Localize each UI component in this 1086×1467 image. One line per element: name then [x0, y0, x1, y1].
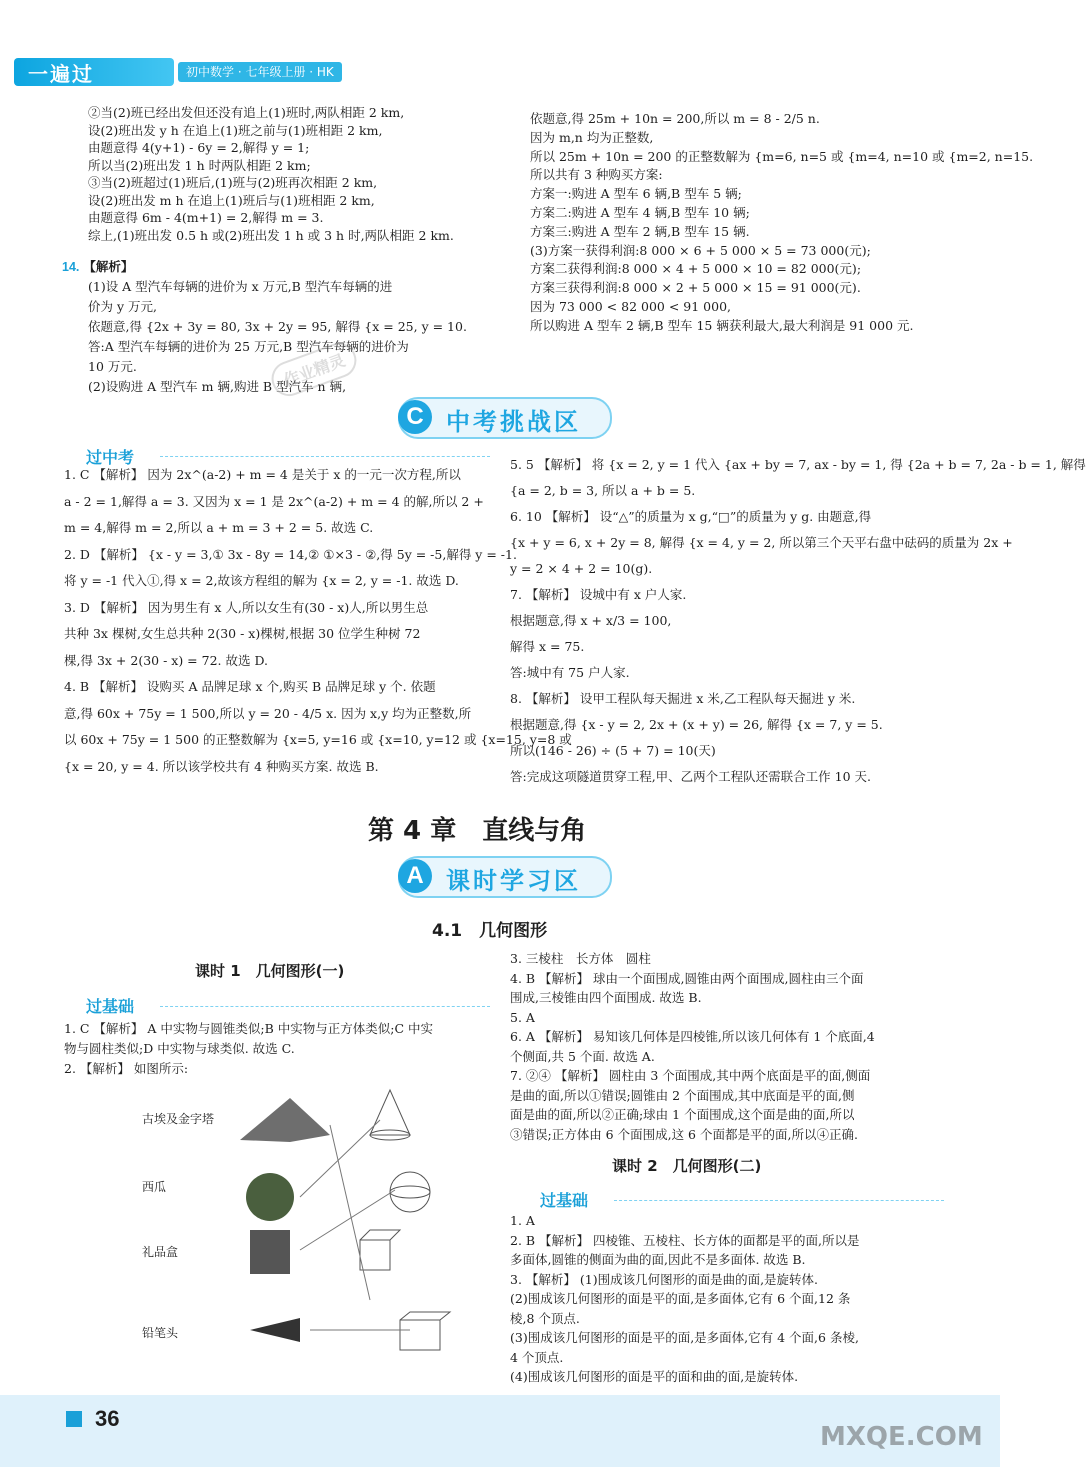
- pyramid-photo: [240, 1098, 330, 1142]
- answer-line: y = 2 × 4 + 2 = 10(g).: [510, 561, 653, 576]
- answer-line: 7. ②④ 【解析】 圆柱由 3 个面围成,其中两个底面是平的面,侧面: [510, 1068, 871, 1083]
- answer-line: {x + y = 6, x + 2y = 8, 解得 {x = 4, y = 2, 所以第三个天平右盘中砝码的质量为 2x +: [510, 535, 1013, 550]
- page-number: 36: [95, 1406, 120, 1431]
- text-line: 价为 y 万元,: [88, 299, 157, 314]
- chapter-title: 第 4 章 直线与角: [368, 816, 587, 846]
- text-line: 由题意得 4(y+1) - 6y = 2,解得 y = 1;: [88, 140, 310, 155]
- answer-line: m = 4,解得 m = 2,所以 a + m = 3 + 2 = 5. 故选 C.: [64, 520, 374, 535]
- answer-line: 以 60x + 75y = 1 500 的正整数解为 {x=5, y=16 或 {x=10, y=12 或 {x=15, y=8 或: [64, 732, 572, 747]
- figure-label-pyramid: 古埃及金字塔: [142, 1112, 215, 1126]
- figure-label-giftbox: 礼品盒: [142, 1245, 179, 1259]
- answer-line: 6. A 【解析】 易知该几何体是四棱锥,所以该几何体有 1 个底面,4: [510, 1029, 875, 1044]
- answer-line: 3. 【解析】 (1)围成该几何图形的面是曲的面,是旋转体.: [510, 1271, 819, 1287]
- matching-figure: [230, 1080, 460, 1370]
- watermelon-photo: [246, 1173, 294, 1221]
- rule-jichu-2: [614, 1200, 944, 1201]
- answer-line: 7. 【解析】 设城中有 x 户人家.: [510, 587, 687, 602]
- banner-a-letter: A: [398, 859, 432, 893]
- answer-line: 3. 三棱柱 长方体 圆柱: [510, 951, 651, 966]
- answer-line: 8. 【解析】 设甲工程队每天掘进 x 米,乙工程队每天掘进 y 米.: [510, 691, 856, 706]
- answer-line: 5. 5 【解析】 将 {x = 2, y = 1 代入 {ax + by = 7, ax - by = 1, 得 {2a + b = 7, 2a - b = 1, 解得: [510, 457, 1086, 472]
- text-line: ②当(2)班已经出发但还没有追上(1)班时,两队相距 2 km,: [88, 105, 405, 120]
- lesson2-title: 课时 2 几何图形(二): [612, 1157, 762, 1175]
- answer-line: 2. 【解析】 如图所示:: [64, 1061, 189, 1076]
- page-marker: [66, 1411, 82, 1427]
- text-line: 答:A 型汽车每辆的进价为 25 万元,B 型汽车每辆的进价为: [88, 339, 409, 354]
- section-guo-zhongkao: 过中考: [86, 448, 135, 467]
- answer-line: 4. B 【解析】 设购买 A 品牌足球 x 个,购买 B 品牌足球 y 个. 依题: [64, 679, 436, 694]
- text-line: 综上,(1)班出发 0.5 h 或(2)班出发 1 h 或 3 h 时,两队相距 2 km.: [88, 227, 454, 243]
- answer-line: 棱,8 个顶点.: [510, 1310, 580, 1326]
- text-line: 设(2)班出发 y h 在追上(1)班之前与(1)班相距 2 km,: [88, 122, 383, 138]
- text-line: 因为 73 000 < 82 000 < 91 000,: [530, 299, 732, 314]
- answer-line: 围成,三棱锥由四个面围成. 故选 B.: [510, 990, 702, 1005]
- lesson1-title: 课时 1 几何图形(一): [195, 962, 345, 980]
- answer-line: 6. 10 【解析】 设“△”的质量为 x g,“□”的质量为 y g. 由题意,得: [510, 509, 872, 524]
- text-line: (3)方案一获得利润:8 000 × 6 + 5 000 × 5 = 73 000(元);: [530, 242, 871, 258]
- answer-line: 答:城中有 75 户人家.: [510, 665, 630, 680]
- answer-line: a - 2 = 1,解得 a = 3. 又因为 x = 1 是 2x^(a-2) + m = 4 的解,所以 2 +: [64, 493, 484, 509]
- answer-line: 物与圆柱类似;D 中实物与球类似. 故选 C.: [64, 1041, 295, 1056]
- banner-a-text: 课时学习区: [446, 867, 581, 895]
- text-line: 依题意,得 25m + 10n = 200,所以 m = 8 - 2/5 n.: [530, 111, 820, 126]
- text-line: 所以当(2)班出发 1 h 时两队相距 2 km;: [88, 157, 311, 173]
- answer-line: 1. A: [510, 1213, 535, 1228]
- section-guo-jichu: 过基础: [86, 997, 135, 1016]
- figure-label-watermelon: 西瓜: [142, 1180, 167, 1194]
- solid-cone: [370, 1090, 410, 1140]
- answer-line: 答:完成这项隧道贯穿工程,甲、乙两个工程队还需联合工作 10 天.: [510, 769, 872, 784]
- answer-line: 根据题意,得 x + x/3 = 100,: [510, 613, 672, 628]
- text-line: 方案三获得利润:8 000 × 2 + 5 000 × 15 = 91 000(元).: [530, 280, 861, 296]
- answer-line: (3)围成该几何图形的面是平的面,是多面体,它有 4 个面,6 条棱,: [510, 1330, 859, 1345]
- answer-line: 面是曲的面,所以②正确;球由 1 个面围成,这个面是曲的面,所以: [510, 1107, 855, 1122]
- giftbox-photo: [250, 1230, 290, 1274]
- stamp-watermark: 作业精灵: [267, 338, 362, 401]
- answer-line: 2. D 【解析】 {x - y = 3,① 3x - 8y = 14,② ①×3 - ②,得 5y = -5,解得 y = -1.: [64, 546, 517, 562]
- solid-cube: [360, 1230, 400, 1270]
- answer-line: 棵,得 3x + 2(30 - x) = 72. 故选 D.: [64, 652, 268, 668]
- answer-line: {x = 20, y = 4. 所以该学校共有 4 种购买方案. 故选 B.: [64, 758, 379, 774]
- pencil-photo: [250, 1318, 300, 1342]
- answer-line: 3. D 【解析】 因为男生有 x 人,所以女生有(30 - x)人,所以男生总: [64, 599, 429, 615]
- site-watermark: MXQE.COM: [820, 1422, 983, 1452]
- banner-c-letter: C: [398, 400, 432, 434]
- answer-line: 个侧面,共 5 个面. 故选 A.: [510, 1048, 655, 1064]
- answer-line: 1. C 【解析】 因为 2x^(a-2) + m = 4 是关于 x 的一元一次方程,所以: [64, 467, 461, 482]
- answer-line: 将 y = -1 代入①,得 x = 2,故该方程组的解为 {x = 2, y = -1. 故选 D.: [64, 573, 459, 588]
- text-line: 10 万元.: [88, 359, 137, 374]
- text-line: (1)设 A 型汽车每辆的进价为 x 万元,B 型汽车每辆的进: [88, 279, 393, 294]
- answer-line: ③错误;正方体由 6 个面围成,这 6 个面都是平的面,所以④正确.: [510, 1126, 858, 1142]
- header-subtitle: 初中数学 · 七年级上册 · HK: [178, 62, 342, 82]
- answer-line: 根据题意,得 {x - y = 2, 2x + (x + y) = 26, 解得 {x = 7, y = 5.: [510, 717, 883, 732]
- text-line: 设(2)班出发 m h 在追上(1)班后与(1)班相距 2 km,: [88, 192, 375, 208]
- rule-jichu: [160, 1006, 490, 1007]
- text-line: 依题意,得 {2x + 3y = 80, 3x + 2y = 95, 解得 {x = 25, y = 10.: [88, 319, 467, 334]
- answer-line: (4)围成该几何图形的面是平的面和曲的面,是旋转体.: [510, 1369, 799, 1384]
- text-line: (2)设购进 A 型汽车 m 辆,购进 B 型汽车 n 辆,: [88, 379, 347, 394]
- q14-tag: 【解析】: [83, 259, 134, 274]
- answer-line: 1. C 【解析】 A 中实物与圆锥类似;B 中实物与正方体类似;C 中实: [64, 1021, 434, 1036]
- brand-text: 一遍过: [28, 62, 94, 86]
- answer-line: 所以(146 - 26) ÷ (5 + 7) = 10(天): [510, 743, 716, 758]
- answer-line: 4. B 【解析】 球由一个面围成,圆锥由两个面围成,圆柱由三个面: [510, 970, 864, 986]
- text-line: 所以购进 A 型车 2 辆,B 型车 15 辆获利最大,最大利润是 91 000 元.: [530, 317, 914, 333]
- text-line: 由题意得 6m - 4(m+1) = 2,解得 m = 3.: [88, 210, 324, 225]
- section-title: 4.1 几何图形: [432, 921, 548, 941]
- figure-label-pencil: 铅笔头: [142, 1326, 179, 1340]
- answer-line: 多面体,圆锥的侧面为曲的面,因此不是多面体. 故选 B.: [510, 1252, 806, 1267]
- text-line: 方案一:购进 A 型车 6 辆,B 型车 5 辆;: [530, 186, 742, 202]
- answer-line: (2)围成该几何图形的面是平的面,是多面体,它有 6 个面,12 条: [510, 1291, 851, 1306]
- answer-line: 5. A: [510, 1009, 535, 1025]
- text-line: 方案二:购进 A 型车 4 辆,B 型车 10 辆;: [530, 205, 750, 220]
- answer-line: {a = 2, b = 3, 所以 a + b = 5.: [510, 483, 696, 498]
- solid-cylinder: [400, 1312, 450, 1350]
- text-line: 所以共有 3 种购买方案:: [530, 167, 663, 183]
- q14-number: [62, 258, 133, 276]
- text-line: 方案三:购进 A 型车 2 辆,B 型车 15 辆.: [530, 223, 750, 239]
- text-line: 因为 m,n 均为正整数,: [530, 129, 654, 145]
- rule-zhongkao: [160, 456, 490, 457]
- solid-sphere: [390, 1172, 430, 1212]
- answer-line: 2. B 【解析】 四棱锥、五棱柱、长方体的面都是平的面,所以是: [510, 1232, 860, 1248]
- text-line: 所以 25m + 10n = 200 的正整数解为 {m=6, n=5 或 {m=4, n=10 或 {m=2, n=15.: [530, 148, 1034, 164]
- answer-line: 意,得 60x + 75y = 1 500,所以 y = 20 - 4/5 x. 因为 x,y 均为正整数,所: [64, 705, 472, 721]
- answer-line: 解得 x = 75.: [510, 639, 585, 654]
- answer-line: 共种 3x 棵树,女生总共种 2(30 - x)棵树,根据 30 位学生种树 72: [64, 626, 421, 641]
- answer-line: 4 个顶点.: [510, 1349, 564, 1365]
- answer-line: 是曲的面,所以①错误;圆锥由 2 个面围成,其中底面是平的面,侧: [510, 1087, 855, 1103]
- banner-c-text: 中考挑战区: [446, 408, 581, 436]
- text-line: ③当(2)班超过(1)班后,(1)班与(2)班再次相距 2 km,: [88, 175, 378, 190]
- q14-num: 14.: [62, 260, 80, 274]
- text-line: 方案二获得利润:8 000 × 4 + 5 000 × 10 = 82 000(元);: [530, 261, 862, 277]
- section-guo-jichu-2: 过基础: [540, 1191, 589, 1210]
